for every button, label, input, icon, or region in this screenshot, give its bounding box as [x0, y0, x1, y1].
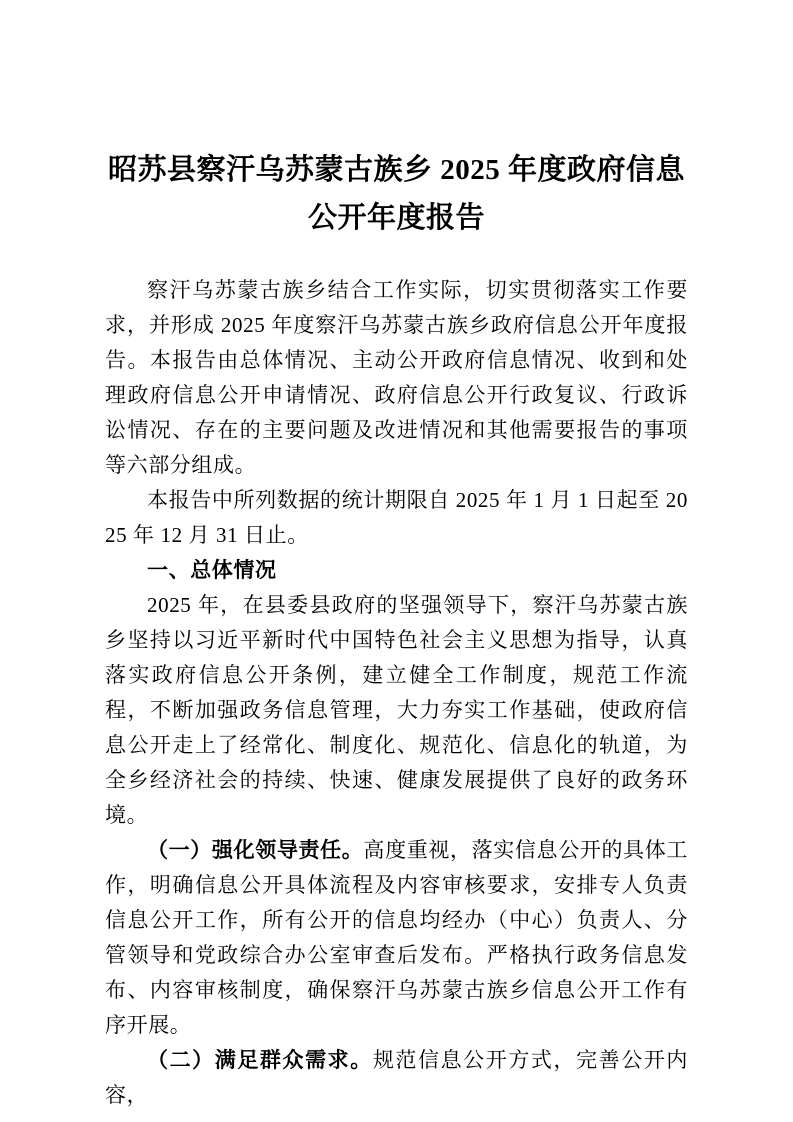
document-title: 昭苏县察汗乌苏蒙古族乡 2025 年度政府信息公开年度报告 — [107, 154, 685, 234]
item-1-lead: （一）强化领导责任。 — [147, 838, 364, 862]
intro-paragraph-2: 本报告中所列数据的统计期限自 2025 年 1 月 1 日起至 2025 年 12 月 31 日止。 — [105, 488, 688, 547]
section-1-item-2 — [105, 1043, 688, 1113]
section-1-paragraph-1: 2025 年，在县委县政府的坚强领导下，察汗乌苏蒙古族乡坚持以习近平新时代中国特色社会主义思想为指导，认真落实政府信息公开条例，建立健全工作制度，规范工作流程，不断加强政务信息管理，大力夯实工作基础，使政府信息公开走上了经常化、制度化、规范化、信息化的轨道，为全乡经济社会的持续、快速、健康发展提供了良好的政务环境。 — [105, 593, 688, 827]
section-1-item-1 — [105, 833, 688, 1043]
item-2-lead: （二）满足群众需求。 — [147, 1048, 373, 1072]
intro-paragraph-1: 察汗乌苏蒙古族乡结合工作实际，切实贯彻落实工作要求，并形成 2025 年度察汗乌苏蒙古族乡政府信息公开年度报告。本报告由总体情况、主动公开政府信息情况、收到和处理政府信息公开申请情况、政府信息公开行政复议、行政诉讼情况、存在的主要问题及改进情况和其他需要报告的事项等六部分组成。 — [105, 278, 688, 477]
item-1-text: 高度重视，落实信息公开的具体工作，明确信息公开具体流程及内容审核要求，安排专人负责信息公开工作，所有公开的信息均经办（中心）负责人、分管领导和党政综合办公室审查后发布。严格执行政务信息发布、内容审核制度，确保察汗乌苏蒙古族乡信息公开工作有序开展。 — [105, 838, 689, 1037]
item-2-text: 规范信息公开方式，完善公开内容， — [105, 1048, 688, 1107]
section-1-heading: 一、总体情况 — [147, 559, 277, 582]
